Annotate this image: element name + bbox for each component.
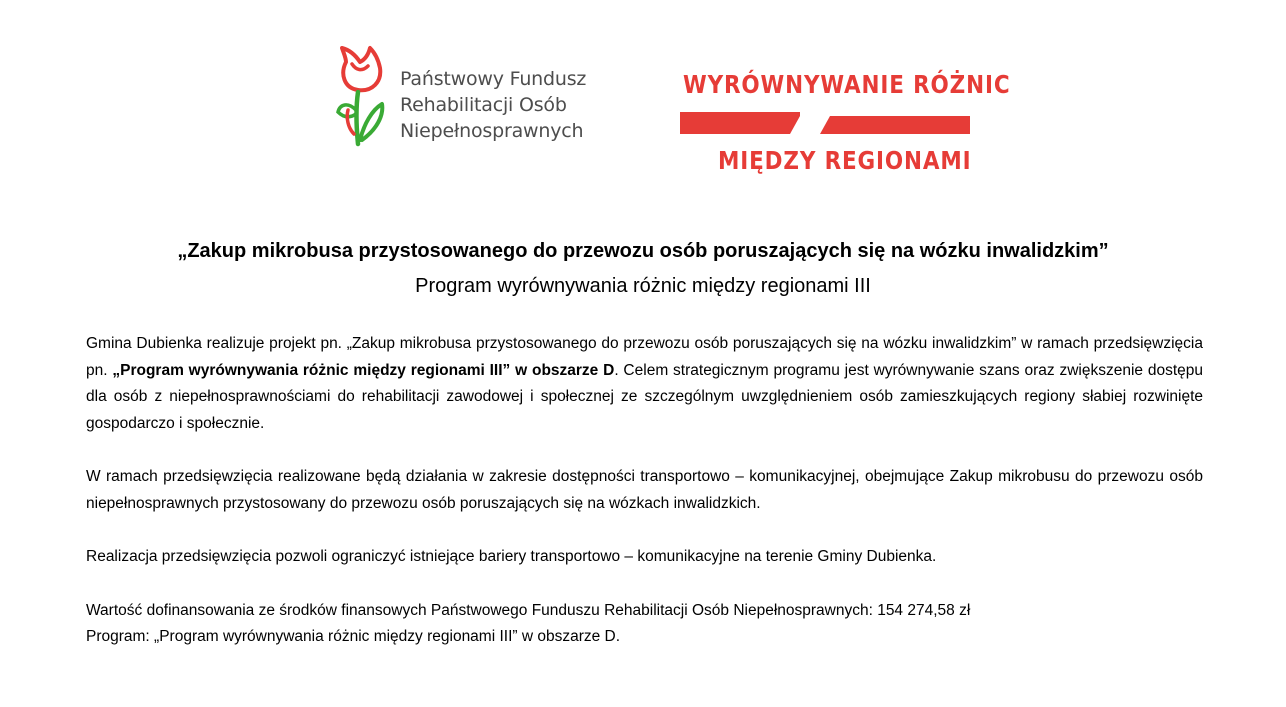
paragraph-1-text-end: . Celem strategicznym programu jest wyrównywanie szans oraz zwiększenie dostępu dla osób z niepełnosprawnościami do rehabilitacji zawodowej i społecznej ze szczególnym uwzględnieniem osób zamieszkujących regiony słabiej rozwinięte gospodarczo i społecznie. xyxy=(86,361,1203,432)
paragraph-activities: W ramach przedsięwzięcia realizowane będą działania w zakresie dostępności transportowo – komunikacyjnej, obejmujące Zakup mikrobusu do przewozu osób niepełnosprawnych przystosowany do przewozu osób poruszających się na wózkach inwalidzkich. xyxy=(86,468,1203,512)
document-subtitle: Program wyrównywania różnic między regionami III xyxy=(415,275,871,297)
pfron-name-line-3: Niepełnosprawnych xyxy=(400,120,584,142)
tulip-flower-icon xyxy=(334,44,394,148)
paragraph-barriers: Realizacja przedsięwzięcia pozwoli ograniczyć istniejące bariery transportowo – komunikacyjne na terenie Gminy Dubienka. xyxy=(86,548,937,565)
paragraph-1-text: Gmina Dubienka realizuje projekt pn. „Zakup mikrobusa przystosowanego do przewozu osób poruszających się na wózku inwalidzkim” w ramach przedsięwzięcia pn. xyxy=(86,335,1203,379)
paragraph-funding xyxy=(86,598,1203,651)
pfron-logo xyxy=(334,44,624,154)
logos-header xyxy=(0,44,1286,184)
program-logo-bottom-text: MIĘDZY REGIONAMI xyxy=(718,146,972,175)
funding-amount-line: Wartość dofinansowania ze środków finansowych Państwowego Funduszu Rehabilitacji Osób Niepełnosprawnych: 154 274,58 zł xyxy=(86,601,971,619)
pfron-name-line-1: Państwowy Fundusz xyxy=(400,68,587,90)
program-line: Program: „Program wyrównywania różnic między regionami III” w obszarze D. xyxy=(86,628,621,645)
pfron-name xyxy=(400,66,586,144)
program-logo xyxy=(680,66,1011,186)
document-body xyxy=(86,331,1203,651)
document-title: „Zakup mikrobusa przystosowanego do przewozu osób poruszających się na wózku inwalidzkim” xyxy=(177,240,1109,262)
program-logo-red-bar xyxy=(680,112,970,134)
program-logo-top-text: WYRÓWNYWANIE RÓŻNIC xyxy=(683,70,1011,99)
paragraph-1-bold-program: „Program wyrównywania różnic między regionami III” w obszarze D xyxy=(112,361,615,379)
pfron-name-line-2: Rehabilitacji Osób xyxy=(400,94,567,116)
paragraph-project-description xyxy=(86,331,1203,437)
